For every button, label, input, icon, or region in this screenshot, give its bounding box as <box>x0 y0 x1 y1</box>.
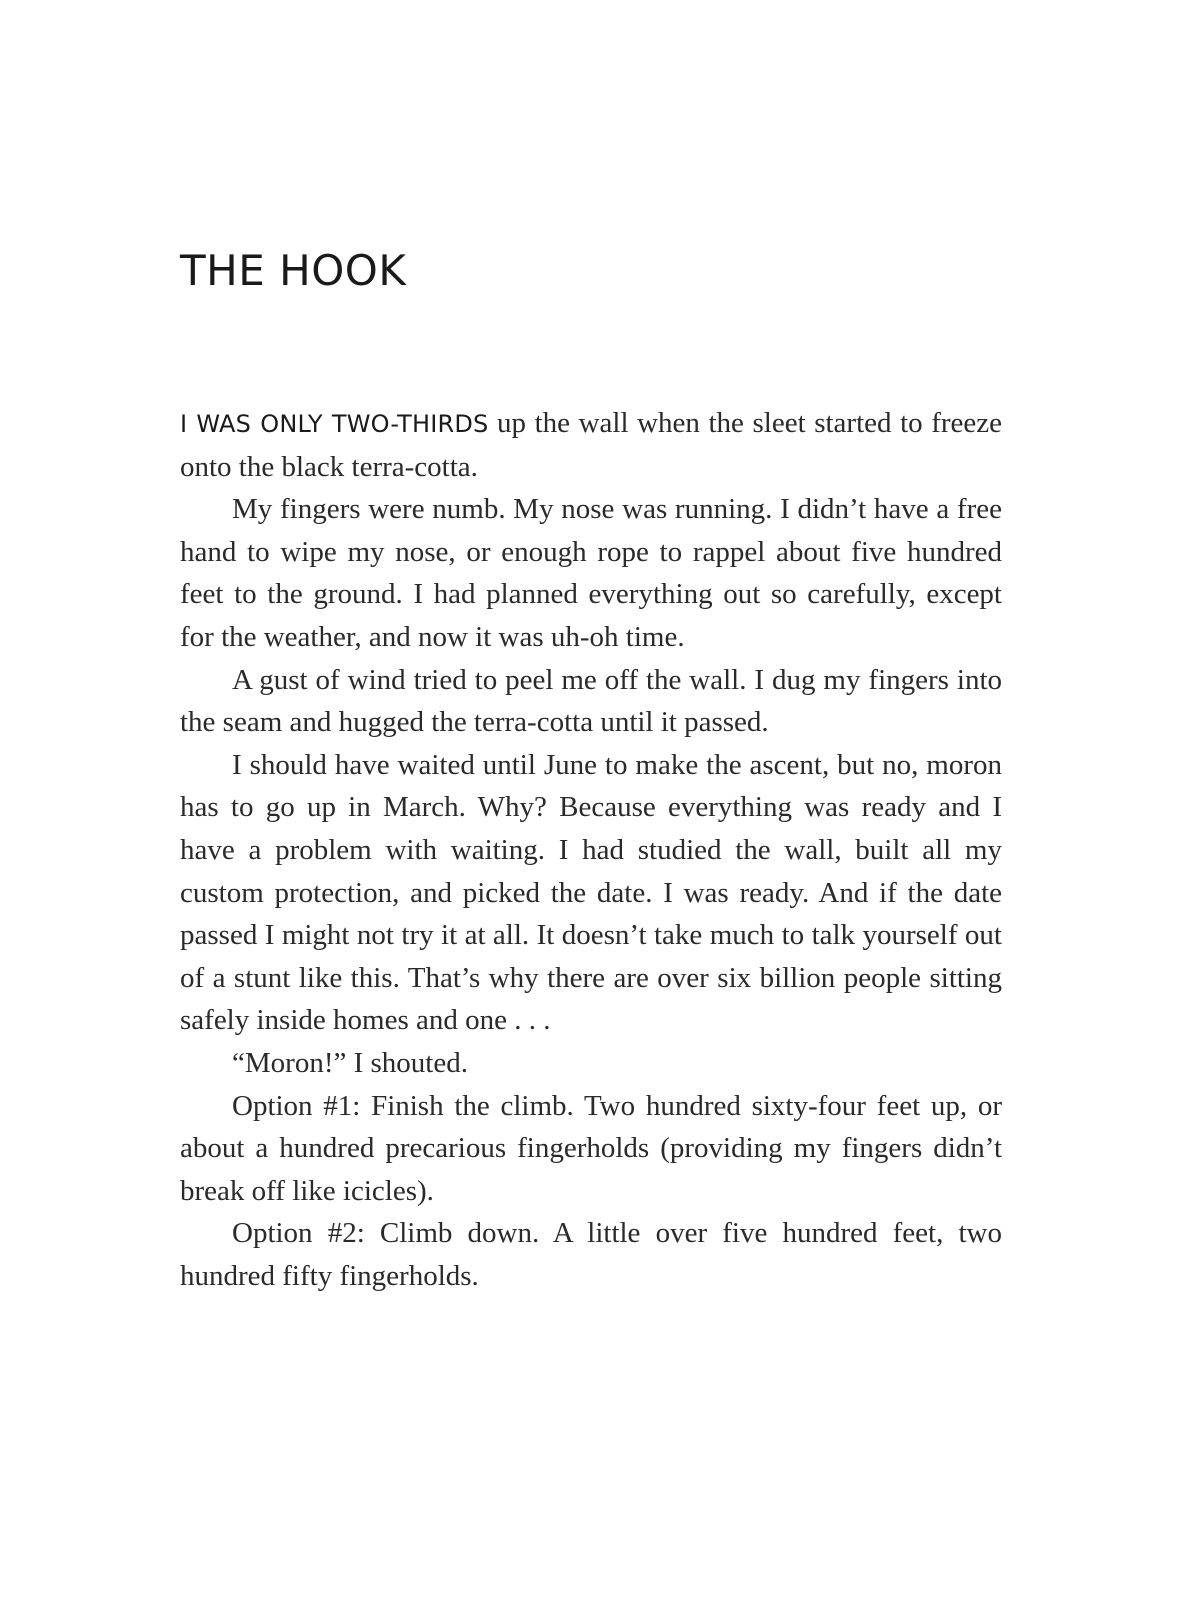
chapter-title: THE HOOK <box>180 246 407 295</box>
paragraph-4: I should have waited until June to make the ascent, but no, moron has to go up in March. Why? Because everything was ready and I have a problem with waiting. I had studied the wall, built all my custom protection, and picked the date. I was ready. And if the date passed I might not try it at all. It doesn’t take much to talk yourself out of a stunt like this. That’s why there are over six billion people sitting safely inside homes and one . . . <box>180 748 1002 1037</box>
paragraph-7: Option #2: Climb down. A little over five hundred feet, two hundred fifty fingerholds. <box>180 1217 1002 1292</box>
paragraph-lead-in: I WAS ONLY TWO-THIRDS <box>180 410 489 438</box>
paragraph-1 <box>180 402 1002 488</box>
paragraph-2: My fingers were numb. My nose was running. I didn’t have a free hand to wipe my nose, or enough rope to rappel about five hundred feet to the ground. I had planned everything out so carefully, except for the weather, and now it was uh-oh time. <box>180 493 1002 653</box>
paragraph-1-text: up the wall when the sleet started to freeze onto the black terra-cotta. <box>180 407 1002 483</box>
paragraph-5: “Moron!” I shouted. <box>232 1046 468 1079</box>
paragraph-6: Option #1: Finish the climb. Two hundred sixty-four feet up, or about a hundred precarious fingerholds (providing my fingers didn’t break off like icicles). <box>180 1089 1002 1207</box>
paragraph-3: A gust of wind tried to peel me off the wall. I dug my fingers into the seam and hugged the terra-cotta until it passed. <box>180 663 1002 739</box>
chapter-body <box>180 402 1002 1297</box>
